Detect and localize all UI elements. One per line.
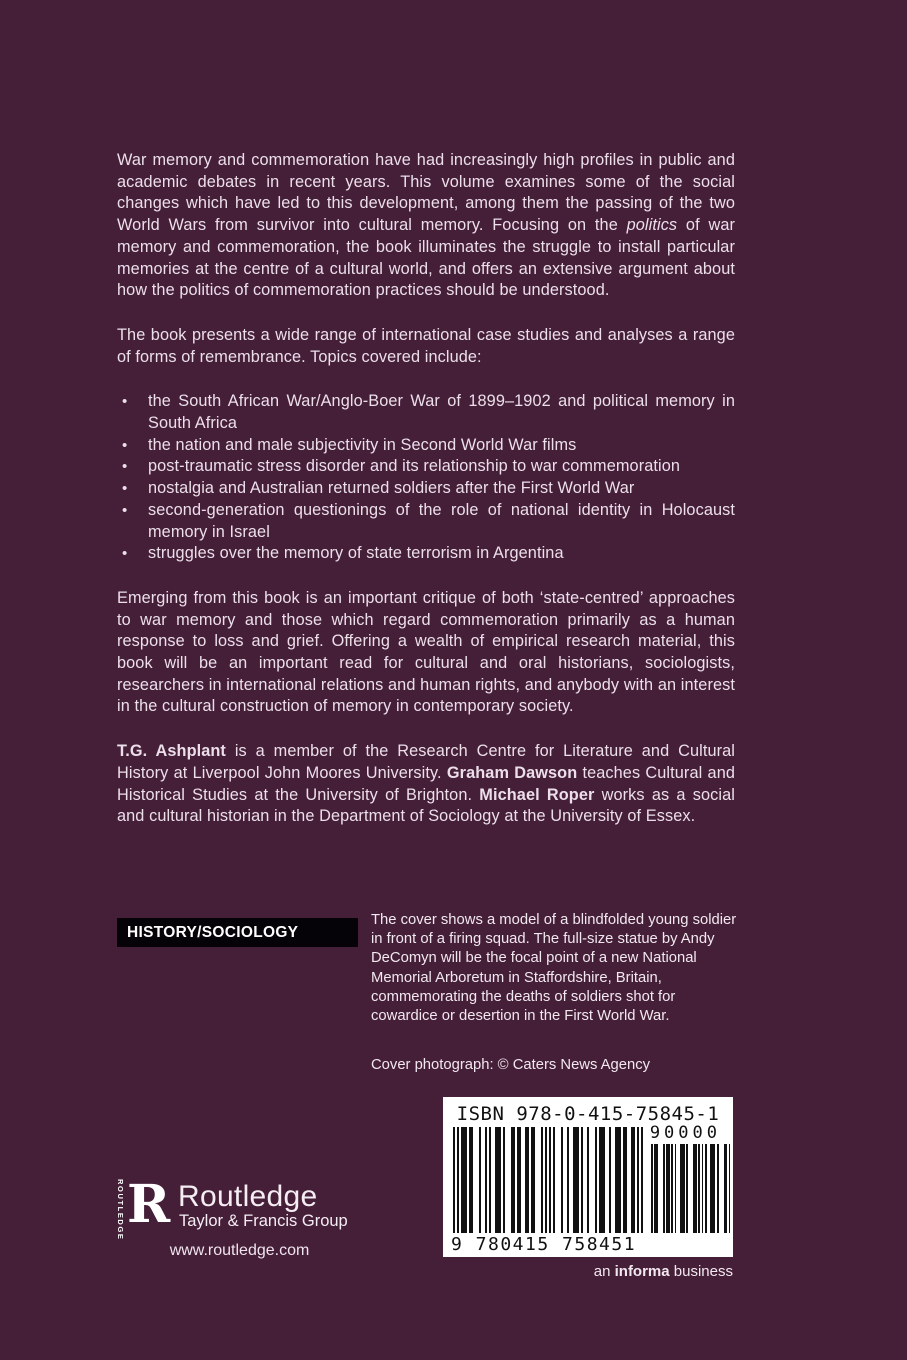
author-bio-text: is a member of the Research Centre for Literature and Cultural History at Liverpool John Moores University. bbox=[117, 742, 736, 782]
author-bio-text: teaches Cultural and Historical Studies at the University of Brighton. bbox=[117, 763, 736, 804]
synopsis-italic-politics: politics bbox=[626, 216, 678, 235]
barcode-ean13-icon bbox=[453, 1127, 643, 1233]
author-name-roper: Michael Roper bbox=[479, 785, 595, 804]
topics-list bbox=[117, 391, 735, 565]
back-cover-blurb bbox=[117, 150, 735, 828]
cover-photo-credit: Cover photograph: © Caters News Agency bbox=[371, 1057, 651, 1073]
routledge-vertical-text: ROUTLEDGE bbox=[116, 1179, 125, 1241]
publisher-group: Taylor & Francis Group bbox=[179, 1212, 348, 1230]
isbn-barcode-panel bbox=[443, 1097, 733, 1257]
paragraph-critique: Emerging from this book is an important critique of both ‘state-centred’ approaches to war memory and those which regard commemoration primarily as a human response to loss and grief. Offering a wealth of empirical research material, this book will be an important read for cultural and oral historians, sociologists, researchers in international relations and human rights, and anybody with an interest in the cultural construction of memory in contemporary society. bbox=[117, 588, 735, 716]
topic-item: • post-traumatic stress disorder and its relationship to war commemoration bbox=[148, 456, 735, 478]
author-bio-text: works as a social and cultural historian in the Department of Sociology at the University of Essex. bbox=[117, 785, 735, 826]
author-name-dawson: Graham Dawson bbox=[446, 763, 578, 782]
topic-item: • struggles over the memory of state terrorism in Argentina bbox=[148, 543, 735, 565]
publisher-website: www.routledge.com bbox=[169, 1242, 310, 1259]
synopsis-text-2: of war memory and commemoration, the book illuminates the struggle to install particular memories at the centre of a cultural world, and offers an extensive argument about how the politics of commemoration practices should be understood. bbox=[117, 216, 735, 300]
topic-item: • the nation and male subjectivity in Second World War films bbox=[148, 435, 735, 457]
barcode-price-code: 90000 bbox=[649, 1123, 721, 1143]
isbn-number: ISBN 978-0-415-75845-1 bbox=[456, 1103, 720, 1125]
category-label-box bbox=[117, 918, 358, 947]
informa-pre: an bbox=[593, 1263, 615, 1280]
author-name-ashplant: T.G. Ashplant bbox=[117, 742, 226, 761]
informa-brand: informa bbox=[614, 1263, 670, 1280]
publisher-name: Routledge bbox=[178, 1180, 318, 1213]
paragraph-topics-intro: The book presents a wide range of international case studies and analyses a range of forms of remembrance. Topics covered include: bbox=[117, 325, 735, 366]
paragraph-synopsis bbox=[117, 150, 735, 302]
cover-description: The cover shows a model of a blindfolded young soldier in front of a firing squad. The full-size statue by Andy DeComyn will be the focal point of a new National Memorial Arboretum in Staffordshire, Britain, commemorating the deaths of soldiers shot for cowardice or desertion in the First World War. bbox=[371, 912, 737, 1025]
routledge-logo-icon: R bbox=[127, 1174, 171, 1235]
topic-item: • the South African War/Anglo-Boer War of 1899–1902 and political memory in South Africa bbox=[148, 391, 735, 434]
barcode-digits: 9 780415 758451 bbox=[451, 1234, 637, 1255]
paragraph-authors bbox=[117, 741, 735, 828]
barcode-supplement-icon bbox=[651, 1144, 730, 1233]
synopsis-text-1: War memory and commemoration have had increasingly high profiles in public and academic debates in recent years. This volume examines some of the social changes which have led to this development, among them the passing of the two World Wars from survivor into cultural memory. Focusing on the bbox=[117, 151, 735, 235]
topic-item: • nostalgia and Australian returned soldiers after the First World War bbox=[148, 478, 735, 500]
informa-post: business bbox=[669, 1263, 733, 1280]
topic-item: • second-generation questionings of the role of national identity in Holocaust memory in Israel bbox=[148, 500, 735, 543]
category-label: HISTORY/SOCIOLOGY bbox=[127, 924, 299, 941]
informa-tagline bbox=[443, 1263, 733, 1280]
